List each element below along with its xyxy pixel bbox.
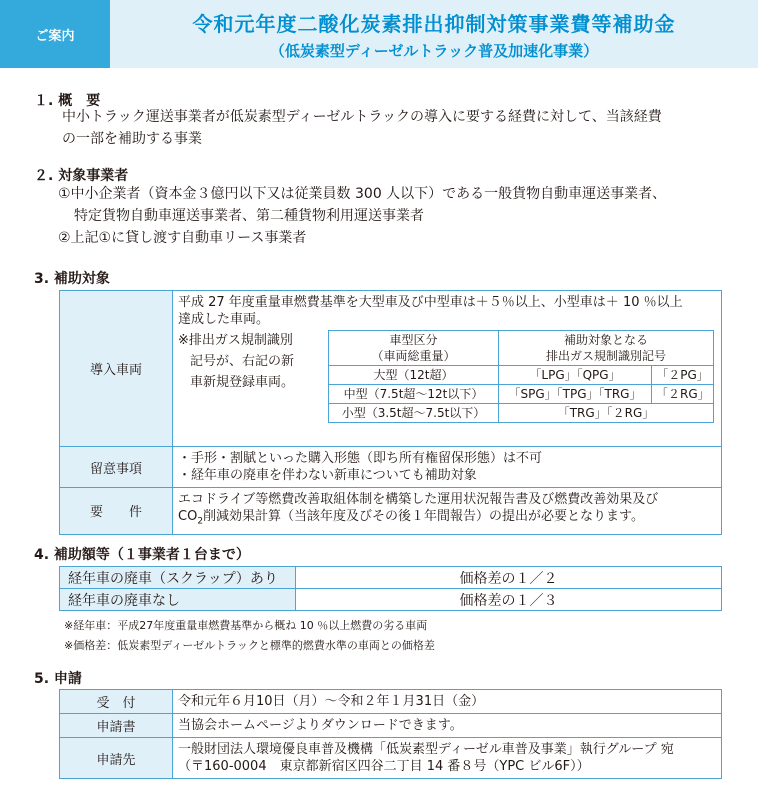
- emission-code-table: [328, 330, 714, 423]
- vehicle-cell: [173, 291, 722, 447]
- title-area: [110, 0, 758, 68]
- requirement-cell: [173, 488, 722, 535]
- header: [0, 0, 758, 68]
- vehicle-text: 達成した車両。: [178, 312, 270, 327]
- inner-type-cell: 大型（12t超）: [329, 366, 499, 385]
- destination-line: 一般財団法人環境優良車普及機構「低炭素型ディーゼル車普及事業」執行グループ 宛: [178, 742, 674, 757]
- notes-label: 留意事項: [60, 447, 173, 488]
- inner-code-cell: 「SPG」「TPG」「TRG」: [499, 385, 652, 404]
- inner-header-text: 排出ガス規制識別記号: [545, 349, 666, 363]
- co2-subscript: 2: [197, 516, 204, 527]
- destination-cell: [173, 738, 722, 779]
- guide-badge: ご案内: [0, 0, 110, 68]
- section-1-line: 中小トラック運送事業者が低炭素型ディーゼルトラックの導入に要する経費に対して、当該経費: [62, 109, 662, 125]
- page-subtitle: （低炭素型ディーゼルトラック普及加速化事業）: [269, 42, 599, 60]
- section-5-heading: 5. 申請: [34, 671, 82, 687]
- form-label: 申請書: [60, 714, 173, 738]
- inner-code-cell: 「LPG」「QPG」: [499, 366, 652, 385]
- amount-label: 経年車の廃車（スクラップ）あり: [60, 567, 296, 589]
- section-2-line: 特定貨物自動車運送事業者、第二種貨物利用運送事業者: [74, 208, 424, 224]
- requirement-label: 要 件: [60, 488, 173, 535]
- notes-cell: [173, 447, 722, 488]
- vehicle-label: 導入車両: [60, 291, 173, 447]
- inner-header-type: [329, 331, 499, 366]
- inner-type-cell: 小型（3.5t超～7.5t以下）: [329, 404, 499, 423]
- section-3-heading: 3. 補助対象: [34, 271, 110, 287]
- vehicle-note: [178, 330, 328, 423]
- vehicle-note-line: 記号が、右記の新: [190, 354, 295, 369]
- vehicle-note-line: ※排出ガス規制識別: [178, 333, 293, 348]
- co2-text: CO: [178, 509, 198, 524]
- page-title: 令和元年度二酸化炭素排出抑制対策事業費等補助金: [192, 12, 676, 36]
- vehicle-text: 平成 27 年度重量車燃費基準を大型車及び中型車は＋５％以上、小型車は＋ 10 ％以上: [178, 295, 683, 310]
- form-value: 当協会ホームページよりダウンロードできます。: [173, 714, 722, 738]
- section-2-line: ②上記①に貸し渡す自動車リース事業者: [58, 230, 307, 246]
- amount-value: 価格差の１／３: [296, 589, 722, 611]
- section-1-line: の一部を補助する事業: [62, 131, 202, 147]
- section-2-body: [58, 183, 666, 249]
- destination-line: （〒160-0004 東京都新宿区四谷二丁目 14 番８号（YPC ビル6F））: [178, 759, 590, 774]
- section-1-heading: １. 概 要: [34, 93, 101, 109]
- inner-code2-cell: 「２RG」: [652, 385, 714, 404]
- reception-value: 令和元年６月10日（月）～令和２年１月31日（金）: [173, 690, 722, 714]
- section-1-body: [62, 106, 662, 150]
- inner-code-cell: 「TRG」「２RG」: [499, 404, 714, 423]
- section-2-heading: ２. 対象事業者: [34, 168, 129, 184]
- inner-header-code: [499, 331, 714, 366]
- inner-code2-cell: 「２PG」: [652, 366, 714, 385]
- application-table: [59, 689, 722, 779]
- requirement-line: エコドライブ等燃費改善取組体制を構築した運用状況報告書及び燃費改善効果及び: [178, 492, 659, 507]
- requirement-line: [178, 508, 716, 531]
- section-2-line: ①中小企業者（資本金３億円以下又は従業員数 300 人以下）である一般貨物自動車運送事業者、: [58, 186, 667, 202]
- amount-value: 価格差の１／２: [296, 567, 722, 589]
- destination-label: 申請先: [60, 738, 173, 779]
- notes-line: ・経年車の廃車を伴わない新車についても補助対象: [178, 468, 477, 483]
- inner-header-text: 補助対象となる: [563, 333, 648, 347]
- amount-note: ※経年車：平成27年度重量車燃費基準から概ね 10 ％以上燃費の劣る車両: [64, 619, 428, 632]
- subsidy-amount-table: [59, 566, 722, 611]
- vehicle-note-line: 車新規登録車両。: [190, 375, 295, 390]
- inner-type-cell: 中型（7.5t超～12t以下）: [329, 385, 499, 404]
- amount-label: 経年車の廃車なし: [60, 589, 296, 611]
- subsidy-target-table: [59, 290, 722, 535]
- requirement-text: 削減効果計算（当該年度及びその後１年間報告）の提出が必要となります。: [203, 509, 645, 524]
- inner-header-text: （車両総重量）: [371, 349, 456, 363]
- inner-header-text: 車型区分: [389, 333, 438, 347]
- reception-label: 受 付: [60, 690, 173, 714]
- amount-note: ※価格差：低炭素型ディーゼルトラックと標準的燃費水準の車両との価格差: [64, 639, 435, 652]
- notes-line: ・手形・割賦といった購入形態（即ち所有権留保形態）は不可: [178, 451, 543, 466]
- section-4-heading: 4. 補助額等（１事業者１台まで）: [34, 547, 250, 563]
